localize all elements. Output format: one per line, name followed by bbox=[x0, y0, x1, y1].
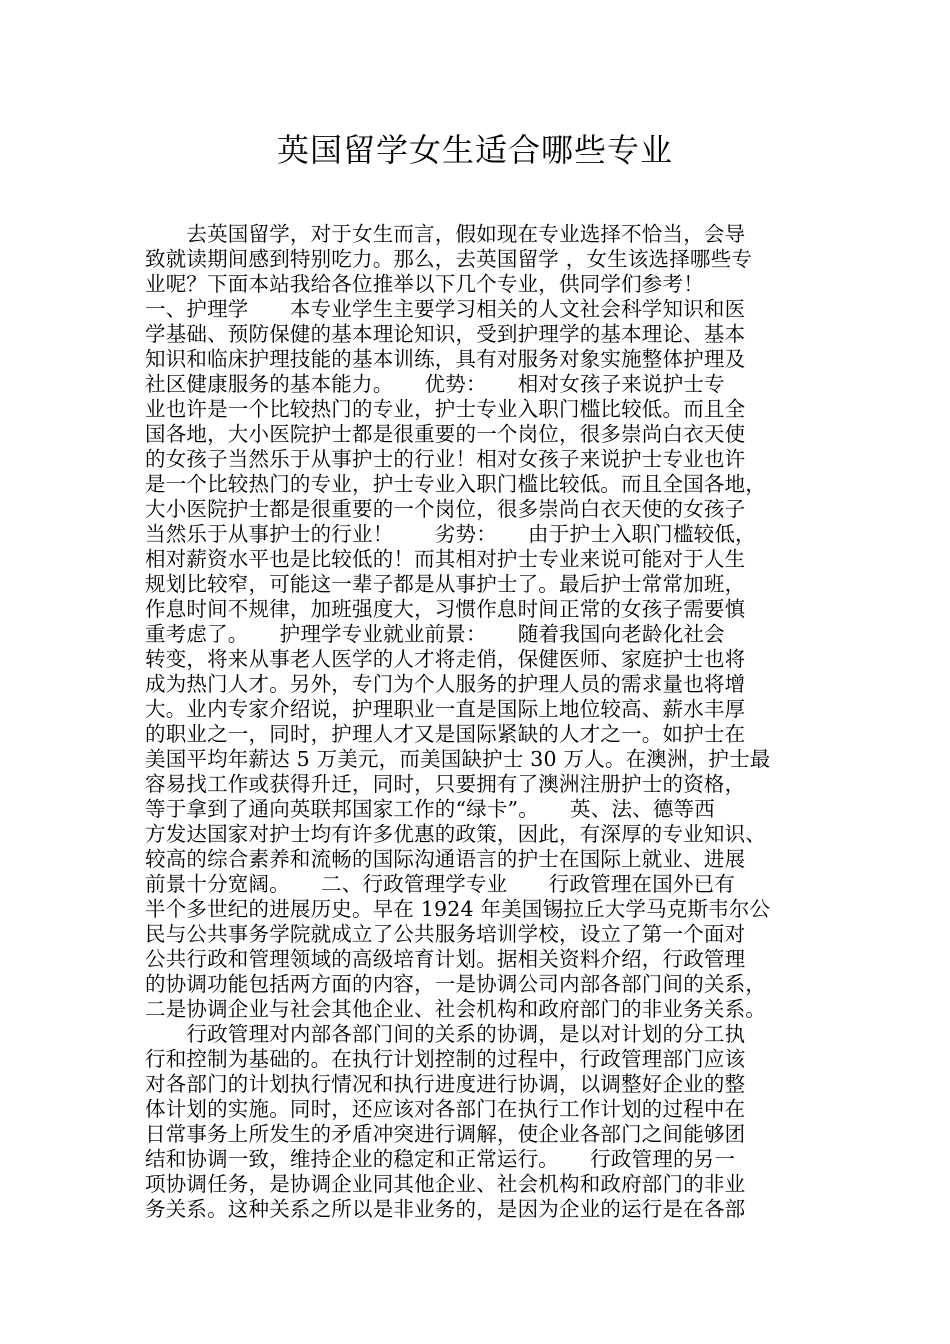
text-line: 体计划的实施。同时，还应该对各部门在执行工作计划的过程中在 bbox=[145, 1097, 746, 1121]
text-line: 成为热门人才。另外，专门为个人服务的护理人员的需求量也将增 bbox=[145, 672, 746, 696]
text-line: 转变，将来从事老人医学的人才将走俏，保健医师、家庭护士也将 bbox=[145, 647, 746, 671]
text-line: 是一个比较热门的专业，护士专业入职门槛比较低。而且全国各地， bbox=[145, 472, 766, 496]
text-line: 较高的综合素养和流畅的国际沟通语言的护士在国际上就业、进展 bbox=[145, 847, 746, 871]
text-line: 务关系。这种关系之所以是非业务的，是因为企业的运行是在各部 bbox=[145, 1197, 746, 1221]
text-line: 国各地，大小医院护士都是很重要的一个岗位，很多崇尚白衣天使 bbox=[145, 422, 746, 446]
text-line: 公共行政和管理领域的高级培育计划。据相关资料介绍，行政管理 bbox=[145, 947, 746, 971]
text-line: 民与公共事务学院就成立了公共服务培训学校，设立了第一个面对 bbox=[145, 922, 746, 946]
text-line: 二是协调企业与社会其他企业、社会机构和政府部门的非业务关系。 bbox=[145, 997, 766, 1021]
text-line: 学基础、预防保健的基本理论知识，受到护理学的基本理论、基本 bbox=[145, 322, 746, 346]
text-line: 对各部门的计划执行情况和执行进度进行协调，以调整好企业的整 bbox=[145, 1072, 746, 1096]
text-line: 业呢？下面本站我给各位推举以下几个专业，供同学们参考！ bbox=[145, 272, 704, 296]
text-line: 业也许是一个比较热门的专业，护士专业入职门槛比较低。而且全 bbox=[145, 397, 746, 421]
text-line: 知识和临床护理技能的基本训练，具有对服务对象实施整体护理及 bbox=[145, 347, 746, 371]
text-line: 日常事务上所发生的矛盾冲突进行调解，使企业各部门之间能够团 bbox=[145, 1122, 746, 1146]
text-line: 相对薪资水平也是比较低的！而其相对护士专业来说可能对于人生 bbox=[145, 547, 746, 571]
text-line: 行和控制为基础的。在执行计划控制的过程中，行政管理部门应该 bbox=[145, 1047, 746, 1071]
document-body bbox=[145, 222, 817, 1222]
text-line: 去英国留学，对于女生而言，假如现在专业选择不恰当，会导 bbox=[145, 222, 746, 246]
text-line: 社区健康服务的基本能力。 优势： 相对女孩子来说护士专 bbox=[145, 372, 725, 396]
text-line: 前景十分宽阔。 二、行政管理学专业 行政管理在国外已有 bbox=[145, 872, 736, 896]
text-line: 重考虑了。 护理学专业就业前景： 随着我国向老龄化社会 bbox=[145, 622, 725, 646]
text-line: 容易找工作或获得升迁，同时，只要拥有了澳洲注册护士的资格， bbox=[145, 772, 746, 796]
text-line: 结和协调一致，维持企业的稳定和正常运行。 行政管理的另一 bbox=[145, 1147, 736, 1171]
text-line: 规划比较窄，可能这一辈子都是从事护士了。最后护士常常加班， bbox=[145, 572, 746, 596]
text-line: 致就读期间感到特别吃力。那么，去英国留学 ，女生该选择哪些专 bbox=[145, 247, 753, 271]
text-line: 的协调功能包括两方面的内容，一是协调公司内部各部门间的关系， bbox=[145, 972, 766, 996]
text-line: 行政管理对内部各部门间的关系的协调，是以对计划的分工执 bbox=[145, 1022, 746, 1046]
text-line: 半个多世纪的进展历史。早在 1924 年美国锡拉丘大学马克斯韦尔公 bbox=[145, 897, 771, 921]
text-line: 作息时间不规律，加班强度大，习惯作息时间正常的女孩子需要慎 bbox=[145, 597, 746, 621]
text-line: 大。业内专家介绍说，护理职业一直是国际上地位较高、薪水丰厚 bbox=[145, 697, 746, 721]
text-line: 当然乐于从事护士的行业！ 劣势： 由于护士入职门槛较低， bbox=[145, 522, 756, 546]
document-title: 英国留学女生适合哪些专业 bbox=[276, 131, 673, 169]
text-line: 一、护理学 本专业学生主要学习相关的人文社会科学知识和医 bbox=[145, 297, 746, 321]
text-line: 的职业之一，同时，护理人才又是国际紧缺的人才之一。如护士在 bbox=[145, 722, 746, 746]
text-line: 美国平均年薪达 5 万美元，而美国缺护士 30 万人。在澳洲，护士最 bbox=[145, 747, 771, 771]
text-line: 大小医院护士都是很重要的一个岗位，很多崇尚白衣天使的女孩子 bbox=[145, 497, 746, 521]
text-line: 方发达国家对护士均有许多优惠的政策，因此，有深厚的专业知识、 bbox=[145, 822, 766, 846]
text-line: 的女孩子当然乐于从事护士的行业！相对女孩子来说护士专业也许 bbox=[145, 447, 746, 471]
text-line: 项协调任务，是协调企业同其他企业、社会机构和政府部门的非业 bbox=[145, 1172, 746, 1196]
text-line: 等于拿到了通向英联邦国家工作的“绿卡”。 英、法、德等西 bbox=[145, 797, 716, 821]
